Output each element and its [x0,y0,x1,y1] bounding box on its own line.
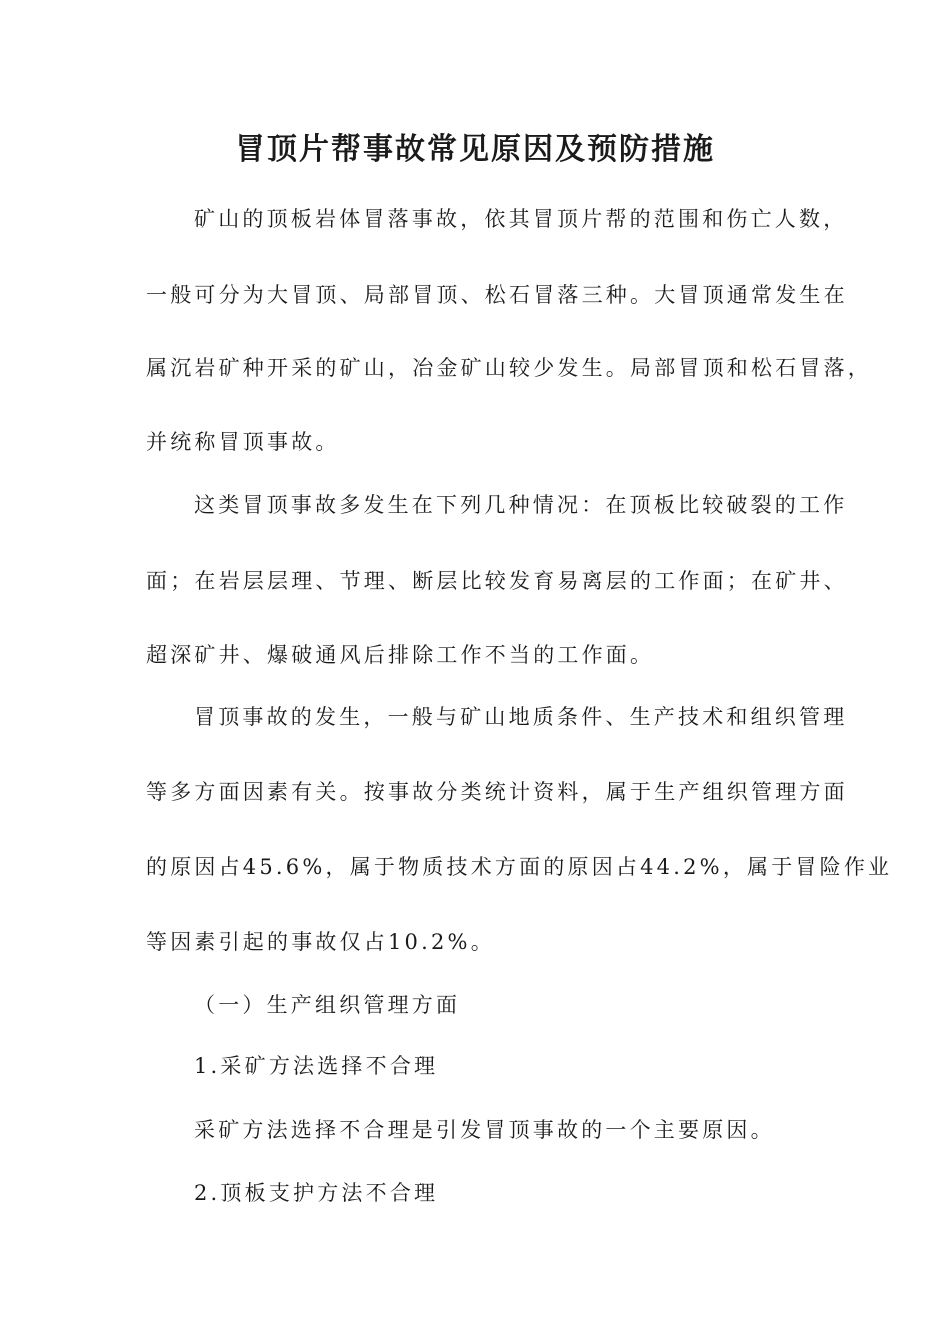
subheading-1: 1.采矿方法选择不合理 [194,1054,439,1078]
paragraph-3-line-2: 等多方面因素有关。按事故分类统计资料，属于生产组织管理方面 [146,780,848,804]
paragraph-3-line-3: 的原因占45.6%，属于物质技术方面的原因占44.2%，属于冒险作业 [146,855,893,879]
paragraph-1-line-1: 矿山的顶板岩体冒落事故，依其冒顶片帮的范围和伤亡人数， [194,207,848,231]
paragraph-4-line-1: 采矿方法选择不合理是引发冒顶事故的一个主要原因。 [194,1118,775,1142]
paragraph-1-line-4: 并统称冒顶事故。 [146,430,340,454]
paragraph-1-line-3: 属沉岩矿种开采的矿山，冶金矿山较少发生。局部冒顶和松石冒落， [146,356,872,380]
paragraph-3-line-1: 冒顶事故的发生，一般与矿山地质条件、生产技术和组织管理 [194,705,848,729]
paragraph-3-line-4: 等因素引起的事故仅占10.2%。 [146,930,495,954]
subheading-2: 2.顶板支护方法不合理 [194,1181,439,1205]
paragraph-1-line-2: 一般可分为大冒顶、局部冒顶、松石冒落三种。大冒顶通常发生在 [146,283,848,307]
section-heading: （一）生产组织管理方面 [194,993,461,1017]
paragraph-2-line-3: 超深矿井、爆破通风后排除工作不当的工作面。 [146,643,655,667]
paragraph-2-line-2: 面；在岩层层理、节理、断层比较发育易离层的工作面；在矿井、 [146,569,848,593]
paragraph-2-line-1: 这类冒顶事故多发生在下列几种情况：在顶板比较破裂的工作 [194,493,848,517]
document-title: 冒顶片帮事故常见原因及预防措施 [235,132,715,167]
